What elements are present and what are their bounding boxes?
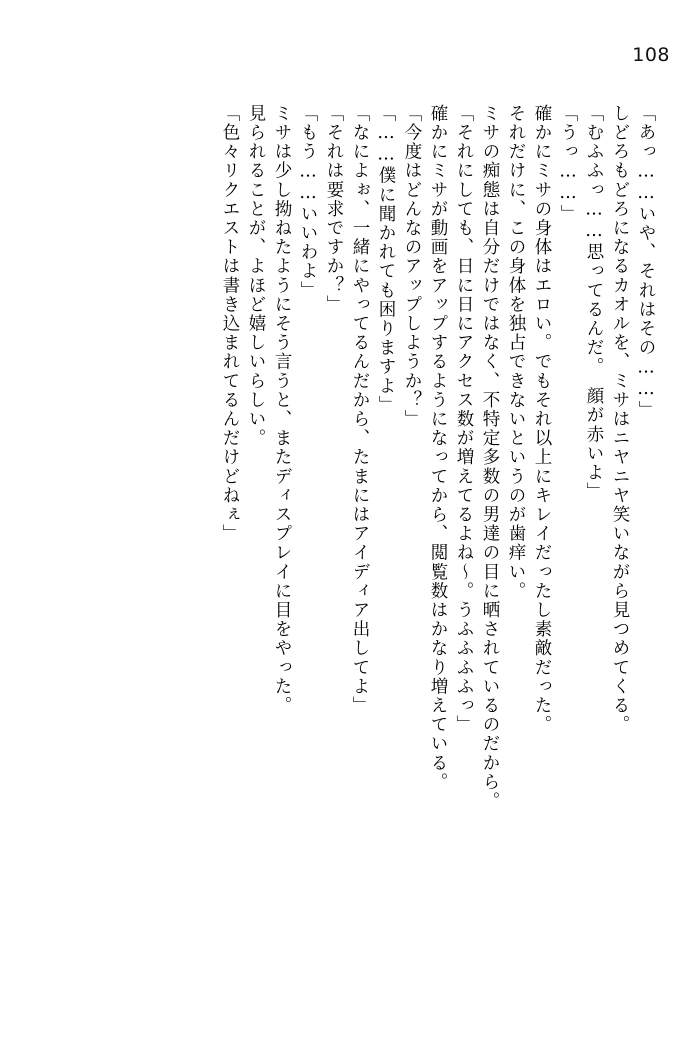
- text-line: 「それは要求ですか？」: [324, 104, 344, 315]
- page-number: 108: [632, 44, 670, 66]
- text-line: 「むふふっ……思ってるんだ。 顔が赤いよ」: [584, 104, 604, 502]
- text-line: 「なによぉ、一緒にやってるんだから、たまにはアイディア出してよ」: [350, 104, 370, 716]
- text-line: 「あっ……いや、それはその……」: [636, 104, 656, 420]
- text-line: 「それにしても、日に日にアクセス数が増えてるよね～。うふふふふっ」: [454, 104, 474, 735]
- text-line: それだけに、この身体を独占できないというのが歯痒い。: [506, 104, 526, 601]
- text-line: ミサの痴態は自分だけではなく、不特定多数の男達の目に晒されているのだから。: [480, 104, 500, 811]
- vertical-text-body: [64, 104, 654, 934]
- text-line: 「もう……いいわよ」: [298, 104, 318, 300]
- text-line: 「……僕に聞かれても困りますよ」: [376, 104, 396, 415]
- text-line: 確かにミサの身体はエロい。でもそれ以上にキレイだったし素敵だった。: [532, 104, 552, 735]
- text-line: 確かにミサが動画をアップするようになってから、閲覧数はかなり増えている。: [428, 104, 448, 792]
- text-line: ミサは少し拗ねたようにそう言うと、またディスプレイに目をやった。: [272, 104, 292, 716]
- text-line: 「今度はどんなのアップしようか？」: [402, 104, 422, 429]
- text-line: 「うっ……」: [558, 104, 578, 224]
- text-line: 見られることが、よほど嬉しいらしい。: [246, 104, 266, 448]
- text-line: 「色々リクエストは書き込まれてるんだけどねぇ」: [220, 104, 240, 544]
- text-line: しどろもどろになるカオルを、ミサはニヤニヤ笑いながら見つめてくる。: [610, 104, 630, 735]
